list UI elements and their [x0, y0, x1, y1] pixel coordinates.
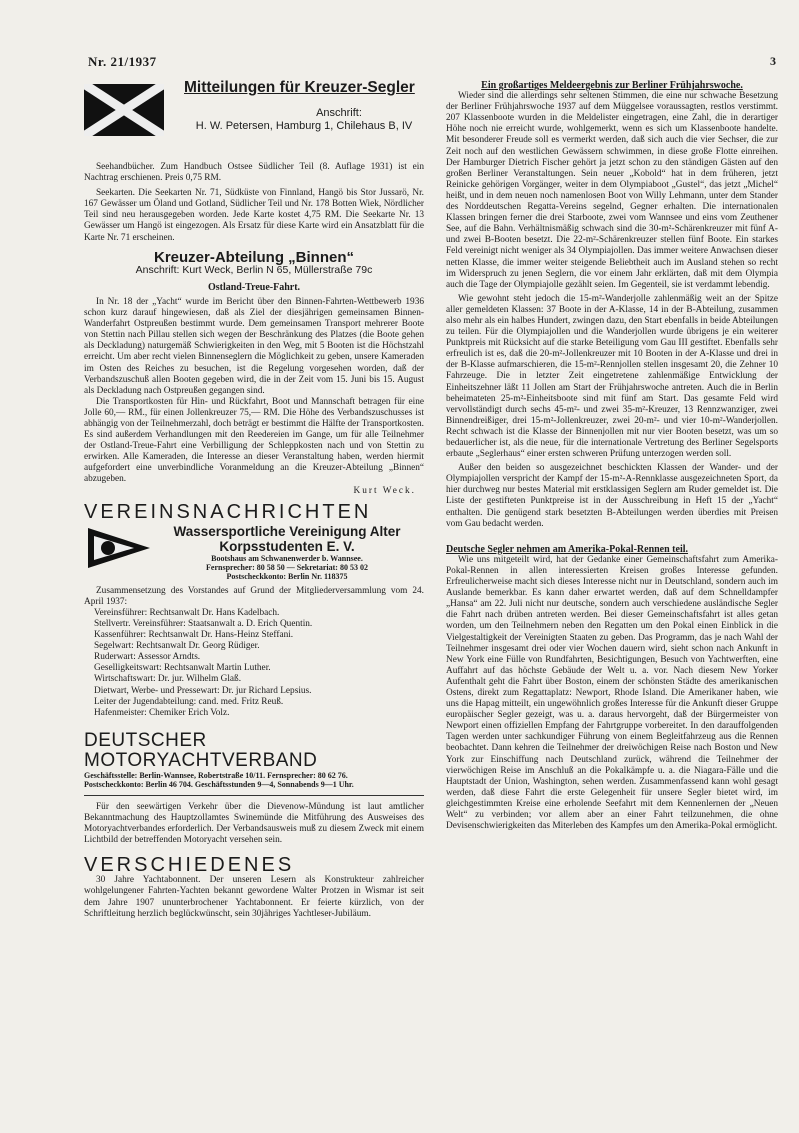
binnen-paragraph-2: Die Transportkosten für Hin- und Rückfahrt, Boot und Mannschaft betragen für eine Jolle 60,— RM., für einen Jollenkreuzer 75,— RM. Die Höhe des Verbandszuschusses ist abhängig von der Teilnehmerzahl, doch beträgt er bestimmt die Hälfte der Transportkosten. Es sind außerdem Verhandlungen mit den Reedereien im Gange, um für alle Teilnehmer der Ostland-Treue-Fahrt eine Verbilligung der Schleppkosten nach und von Stettin zu erwirken. Alle Kameraden, die Interesse an dieser Veranstaltung haben, werden hiermit aufgefordert eine unverbindliche Voranmeldung an die Kreuzer-Abteilung „Binnen“ abzugeben.: [84, 396, 424, 485]
member-item: Stellvertr. Vereinsführer: Staatsanwalt a. D. Erich Quentin.: [94, 619, 313, 629]
page-number: 3: [770, 54, 776, 68]
kreuzer-segler-title: Mitteilungen für Kreuzer-Segler: [184, 79, 415, 96]
verein-intro: Zusammensetzung des Vorstandes auf Grund der Mitgliederversammlung vom 24. April 1937:: [84, 585, 424, 607]
meldeergebnis-title: Ein großartiges Meldeergebnis zur Berliner Frühjahrswoche.: [481, 80, 743, 91]
verschiedenes-title: VERSCHIEDENES: [84, 854, 295, 877]
binnen-title: Kreuzer-Abteilung „Binnen“: [153, 248, 354, 266]
verein-name: Wassersportliche Vereinigung Alter Korpsstudenten E. V.: [173, 523, 401, 554]
kreuzer-flag-icon: [84, 84, 164, 136]
vereinsnachrichten-title: VEREINSNACHRICHTEN: [84, 500, 372, 523]
member-item: Segelwart: Rechtsanwalt Dr. Georg Rüdiger.: [94, 641, 260, 652]
verschiedenes-text: 30 Jahre Yachtabonnent. Der unseren Lesern als Konstrukteur zahlreicher wohlgelungener Fahrten-Yachten bekannt gewordene Walter Protzen in Wismar ist seit dem Jahre 1907 ununterbrochener Yachtabonnent. Er feierte kürzlich, von der Schriftleitung herzlich beglückwünscht, sein 30jähriges Yachtleser-Jubiläum.: [84, 875, 424, 919]
member-item: Wirtschaftswart: Dr. jur. Wilhelm Glaß.: [94, 674, 242, 685]
amerika-text: Wie uns mitgeteilt wird, hat der Gedanke einer Gemeinschaftsfahrt zum Amerika-Pokal-Rennen in allen interessierten Kreisen großes Interesse gefunden. Erfreulicherweise macht sich dieses Interesse nicht nur in Deutschland, sondern auch im Auslande bemerkbar. Es kann daher erwartet werden, daß auf dem Schnelldampfer „Hansa“ am 22. Juli nicht nur deutsche, sondern auch verschiedene ausländische Segler die Fahrt nach drüben antreten werden. Bei dieser Gemeinschaftsfahrt ist alles getan worden, um den Teilnehmern neben den Regatten um den Pokal einen Einblick in die Vielgestaltigkeit der Vereinigten Staaten zu geben. Das Programm, das je nach Wahl der Teilnehmer insgesamt drei oder vier Wochen dauern wird, sieht schon nach Ankunft in New York eine Fülle von Rundfahrten, Besichtigungen, Besuch von Yachtwerften, eine Auffahrt auf das höchste Gebäude der Welt u. a. vor. Nach diesem New Yorker Aufenthalt geht die Fahrt über Boston, einem der schönsten Städte des amerikanischen Ostens, direkt zum Regattaplatz: Newport, Rhode Island. Die Amerikaner haben, wie uns die Hapag mitteilt, ein ungewöhnlich großes Interesse für die Ankunft dieser Gruppe europäischer Segler gezeigt, was u. a. daraus hervorgeht, daß der Bürgermeister von Newport einen offiziellen Empfang der Fahrtgruppe vorbereitet. In den darauffolgenden Tagen werden unter sachkundiger Führung von einem Begleitfahrzeug aus die Rennen beobachtet. Dann kehren die Teilnehmer der dreiwöchigen Reise nach Boston und New York zur Einschiffung nach Deutschland zurück, während die Teilnehmer der vierwöchigen Reise im Anschluß an die Pokalkämpfe u. a. die Niagara-Fälle und die Hauptstadt der Union, Washington, sehen werden. Zusammenfassend kann wohl gesagt werden, daß diese Fahrt die erste Gelegenheit für unsere Segler bietet wird, im gleichgestimmten Kreise eine erholende Seefahrt mit dem Kennenlernen der „Neuen Welt“ zu verbinden; vor allem aber an einer Fahrt teilzunehmen, die ohne Devisenschwierigkeiten das Miterleben des Kampfes um den Amerika-Pokal ermöglicht.: [446, 554, 778, 832]
member-item: Hafenmeister: Chemiker Erich Volz.: [94, 707, 230, 718]
seekarten-paragraph: Seekarten. Die Seekarten Nr. 71, Südküste von Finnland, Hangö bis Stor Jussarö, Nr. 167 Gewässer um Öland und Gotland, Südlicher Teil und Nr. 178 Botten Wiek, Nördlicher Teil sind neu herausgegeben worden. Jede Karte kostet 4,75 RM. Die Seekarte Nr. 13 Gewässer um Hangö ist eingezogen. Als Ersatz für diese Karte wird ein Ansatzblatt für die Karte Nr. 71 erscheinen.: [84, 188, 424, 243]
member-item: Ruderwart: Assessor Arndts.: [94, 652, 201, 663]
motoryacht-postscheck: Postscheckkonto: Berlin 46 704. Geschäftsstunden 9—4, Sonnabends 9—1 Uhr.: [84, 779, 354, 789]
meldeergebnis-paragraph-3: Außer den beiden so ausgezeichnet beschickten Klassen der Wander- und der Olympiajollen verspricht der Kampf der 15-m²-A-Rennklasse ausgezeichneten Sport, da hier durchweg nur bestes Material mit erstklassigen Seglern am Ruder gemeldet ist. Die Liste der gestifteten Punktpreise ist in der Ausschreibung in Heft 15 der „Yacht“ enthalten. Die genügend stark besetzten B-Abteilungen werden überdies mit Preisen vom Gau bedacht werden.: [446, 463, 778, 529]
left-column: [84, 80, 424, 920]
member-item: Dietwart, Werbe- und Pressewart: Dr. jur Richard Lepsius.: [94, 685, 312, 696]
meldeergebnis-paragraph-1: Wieder sind die allerdings sehr seltenen Stimmen, die eine nur schwache Besetzung der Berliner Frühjahrswoche 1937 auf dem Müggelsee voraussagten, restlos verstimmt. 207 Klassenboote wurden in die Meldelister eingetragen, eine Zahl, die in derartiger Höhe noch nie erreicht wurde, wohlgemerkt, wenn es sich um Klassenboote handelte. Mit besonderer Freude soll es vermerkt werden, daß sich auch die vier Sechser, die zur Zeit noch auf den westlichen Gewässern schwimmen, in diese große Flotte einreihen. Der Hamburger Dietrich Fischer gehört ja jetzt schon zu den ständigen Gästen auf den großen Berliner Veranstaltungen. Sein neuer „Kobold“ hat in dem früheren, jetzt Reinicke gehörigen Vorgänger, weiter in dem Olympiaboot „Gustel“, das jetzt „Michel“ heißt, und in dem neuen noch namenlosen Boot von Willy Lehmann, unter dem Stander des Norddeutschen Regatta-Vereins segelnd, Gegner erhalten. Die internationalen Klassen bringen ferner die drei Starboote, zwei vom Wannsee und eins vom Zeuthener See, auf die Bahn. Verhältnismäßig schwach sind die 30-m²-Schärenkreuzer mit fünf A- und zwei B-Booten besetzt. Die 22-m²-Schärenkreuzer stellen fünf Boote. Ein starkes Feld vereinigt nicht weniger als 34 Olympiajollen. Das immer weitere Anwachsen dieser netten Klasse, die immer weiter steigende Beliebtheit auch im Ausland stehen so recht im Widerspruch zu jenen Seglern, die vor einem Jahr erklärten, daß mit dem Olympia auch die Tage der Olympiajolle gezählt seien. Im Gegenteil, sie ist verdammt lebendig.: [446, 91, 778, 290]
binnen-signature: Kurt Weck.: [353, 485, 416, 496]
member-item: Vereinsführer: Rechtsanwalt Dr. Hans Kadelbach.: [94, 607, 280, 618]
verein-member-list: [84, 608, 424, 719]
anschrift-label: Anschrift:: [316, 107, 362, 119]
right-column: [446, 80, 778, 832]
anschrift-address: H. W. Petersen, Hamburg 1, Chilehaus B, IV: [195, 120, 413, 132]
seehandbuecher-paragraph: Seehandbücher. Zum Handbuch Ostsee Südlicher Teil (8. Auflage 1931) ist ein Nachtrag erschienen. Preis 0,75 RM.: [84, 162, 424, 184]
verein-phone: Fernsprecher: 80 58 50 — Sekretariat: 80 53 02: [206, 562, 368, 572]
member-item: Kassenführer: Rechtsanwalt Dr. Hans-Heinz Steffani.: [94, 630, 294, 641]
verein-bootshaus: Bootshaus am Schwanenwerder b. Wannsee.: [211, 553, 363, 563]
verein-postscheck: Postscheckkonto: Berlin Nr. 118375: [226, 571, 348, 581]
amerika-title: Deutsche Segler nehmen am Amerika-Pokal-Rennen teil.: [446, 543, 689, 555]
motoryacht-title: DEUTSCHER MOTORYACHTVERBAND: [84, 729, 318, 771]
issue-number: Nr. 21/1937: [88, 54, 157, 69]
member-item: Geselligkeitswart: Rechtsanwalt Martin Luther.: [94, 663, 271, 674]
motoryacht-address: Geschäftsstelle: Berlin-Wannsee, Robertstraße 10/11. Fernsprecher: 80 62 76.: [84, 770, 348, 780]
meldeergebnis-paragraph-2: Wie gewohnt steht jedoch die 15-m²-Wanderjolle zahlenmäßig weit an der Spitze aller gemeldeten Klassen: 37 Boote in der A-Klasse, 14 in der B-Abteilung, zusammen also mehr als ein halbes Hundert, zwingen dazu, den Start ebenfalls in beide Abteilungen zu teilen. Für die Olympiajollen und die Wanderjollen wurde übrigens je ein weiterer Punktpreis mit Rücksicht auf die starke Beteiligung vom Gau III gestiftet. Ebenfalls sehr erfreulich ist es, daß die 20-m²-Jollenkreuzer mit 10 Booten in der A-Klasse und drei in der B-Klasse aufmarschieren, die 15-m²-Rennjollen stellen insgesamt 20, die Zehner 10 Fahrzeuge. Die in letzter Zeit eingetretene zahlenmäßige Entwicklung der Einheitszehner läßt 11 Jollen am Start der Frühjahrswoche antreten. Auch die in Berlin beheimateten 25-m²-Einheitsboote sind mit fünf am Start. Das gesamte Feld wird vervollständigt durch sechs 45-m²- und zwei 35-m²-Kreuzer, 13 Rennzwanziger, zwei Binnendreißiger, drei 15-m²-Jollenkreuzer, zwei 20-m²- und vier 10-m²-Wanderjollen. Recht schwach ist die Klasse der Binnenjollen mit nur vier Booten besetzt, was um so bedauerlicher ist, als die neue, für die internationale Vertretung des Berliner Segelsports erbaute „Seglerhaus“ einer ersten schweren Prüfung unterzogen werden soll.: [446, 293, 778, 460]
kreuzer-anschrift: [195, 107, 424, 133]
motoryacht-text: Für den seewärtigen Verkehr über die Dievenow-Mündung ist laut amtlicher Bekanntmachung des Hauptzollamtes Swinemünde die Mitführung des Ausweises des Motoryachtverbandes erforderlich. Der Verbandsausweis muß zu diesem Zweck mit einem Lichtbild der betreffenden Motoryacht versehen sein.: [84, 801, 424, 846]
member-item: Leiter der Jugendabteilung: cand. med. Fritz Reuß.: [94, 696, 284, 707]
pennant-flag-icon: [84, 524, 154, 572]
verein-header: [84, 524, 424, 581]
binnen-address: Anschrift: Kurt Weck, Berlin N 65, Müllerstraße 79c: [135, 263, 373, 276]
binnen-subhead: Ostland-Treue-Fahrt.: [207, 281, 301, 293]
binnen-paragraph-1: In Nr. 18 der „Yacht“ wurde im Bericht über den Binnen-Fahrten-Wettbewerb 1936 schon kurz darauf hingewiesen, daß als Ziel der diesjährigen gemeinsamen Binnen-Wanderfahrt Ostpreußen bestimmt wurde. Dem gemeinsamen Transport mehrerer Boote von Stettin nach Pillau stellen sich wegen der Beschränkung des Platzes (die Boote gehen als Deckladung) naturgemäß Schwierigkeiten in den Weg, mit 5 Booten ist die Höchstzahl erreicht. Um aber recht vielen Binnenseglern die Möglichkeit zu geben, unsere Kameraden im Osten des Reiches zu besuchen, ist die Regelung vorgesehen worden, daß der Verbandszuschuß allen Booten gegeben wird, die in der Zeit vom 15. Juni bis 15. August als Deckladung nach Ostpreußen gegangen sind.: [84, 296, 424, 396]
